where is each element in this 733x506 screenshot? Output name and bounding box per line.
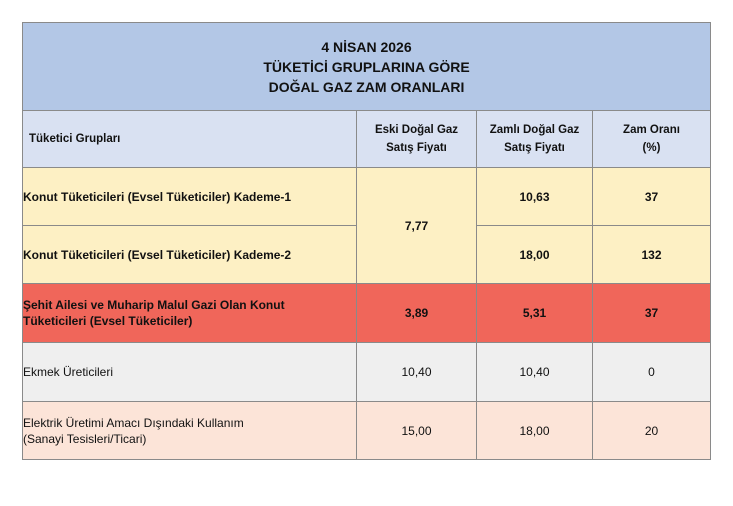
row-old-price-merged: 7,77 — [357, 168, 477, 284]
row-new-price: 18,00 — [477, 402, 593, 460]
title-line-3: DOĞAL GAZ ZAM ORANLARI — [268, 78, 465, 95]
header-consumer-group: Tüketici Grupları — [23, 111, 357, 168]
title-line-2: TÜKETİCİ GRUPLARINA GÖRE — [263, 58, 470, 75]
row-old-price: 15,00 — [357, 402, 477, 460]
row-label: Şehit Ailesi ve Muharip Malul Gazi Olan Konut Tüketicileri (Evsel Tüketiciler) — [23, 284, 357, 343]
table-row — [23, 284, 711, 343]
title-date: 4 NİSAN 2026 — [321, 38, 412, 55]
row-old-price: 10,40 — [357, 343, 477, 402]
row-label: Konut Tüketicileri (Evsel Tüketiciler) Kademe-1 — [23, 168, 357, 226]
row-old-price: 3,89 — [357, 284, 477, 343]
row-rate: 37 — [593, 284, 711, 343]
table-title — [23, 23, 711, 111]
row-label: Elektrik Üretimi Amacı Dışındaki Kullanım (Sanayi Tesisleri/Ticari) — [23, 402, 357, 460]
row-label: Ekmek Üreticileri — [23, 343, 357, 402]
row-rate: 37 — [593, 168, 711, 226]
row-new-price: 18,00 — [477, 226, 593, 284]
table-row — [23, 343, 711, 402]
row-new-price: 5,31 — [477, 284, 593, 343]
header-rate: Zam Oranı (%) — [593, 111, 711, 168]
row-new-price: 10,40 — [477, 343, 593, 402]
header-new-price: Zamlı Doğal Gaz Satış Fiyatı — [477, 111, 593, 168]
table-row — [23, 168, 711, 226]
table-row — [23, 402, 711, 460]
header-old-price: Eski Doğal Gaz Satış Fiyatı — [357, 111, 477, 168]
row-rate: 132 — [593, 226, 711, 284]
gas-price-table — [22, 22, 711, 460]
row-rate: 20 — [593, 402, 711, 460]
row-rate: 0 — [593, 343, 711, 402]
header-row — [23, 111, 711, 168]
row-new-price: 10,63 — [477, 168, 593, 226]
row-label: Konut Tüketicileri (Evsel Tüketiciler) Kademe-2 — [23, 226, 357, 284]
